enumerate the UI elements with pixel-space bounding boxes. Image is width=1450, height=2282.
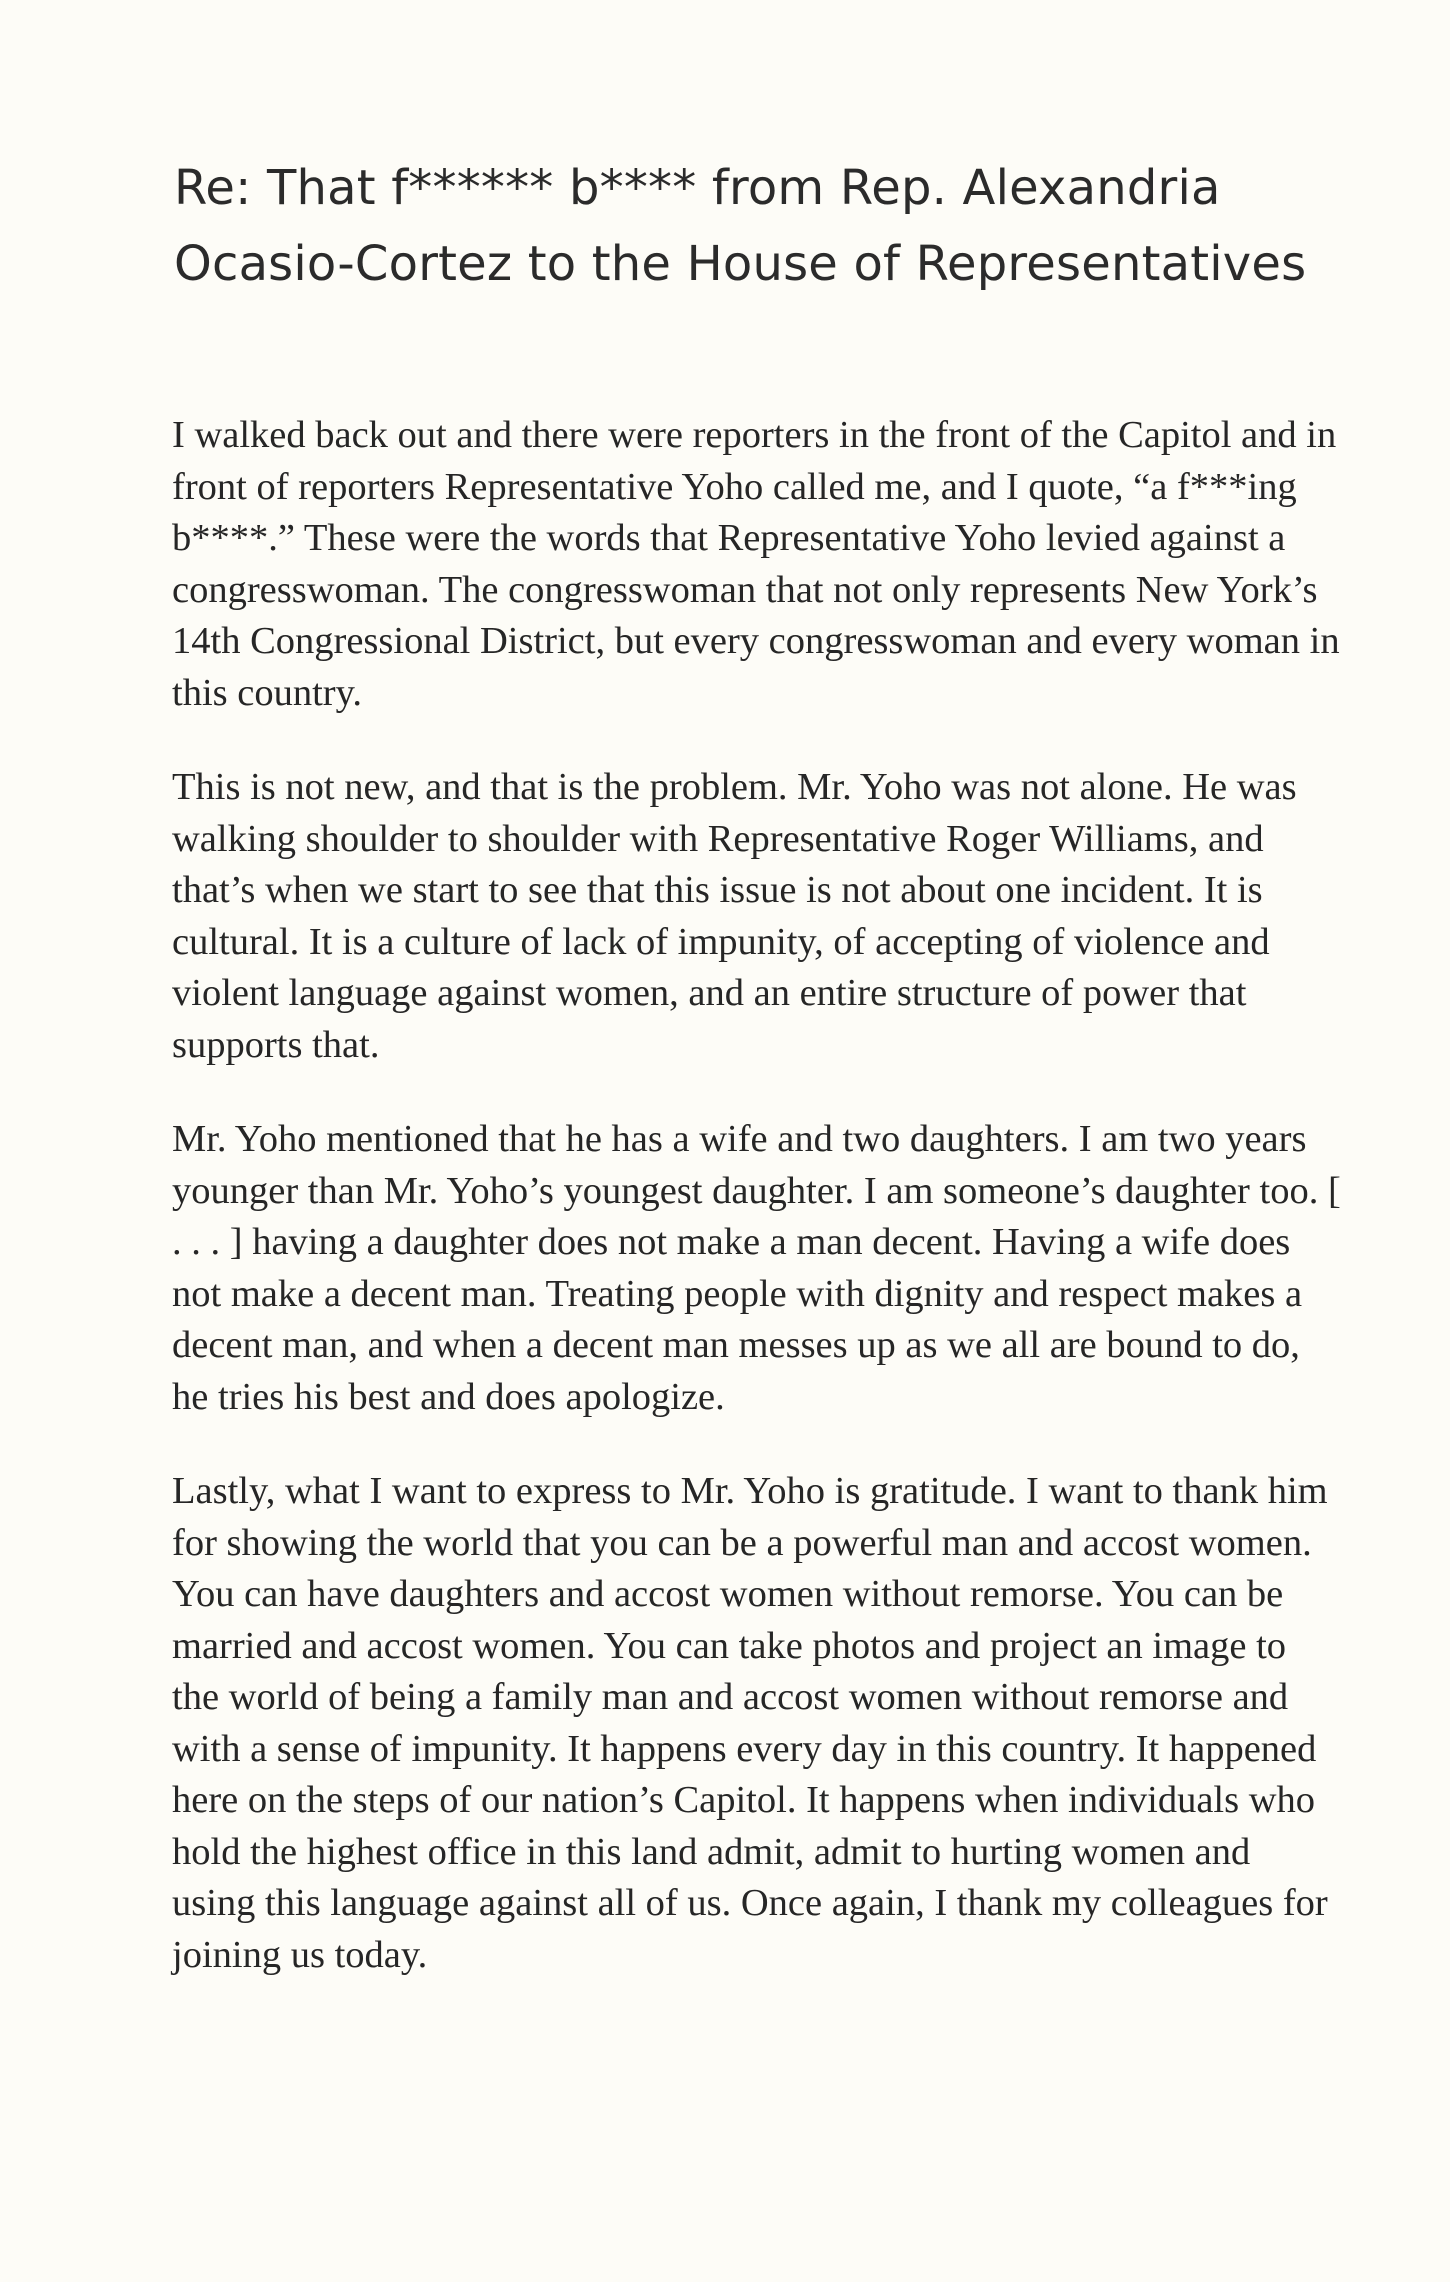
chapter-title bbox=[174, 150, 1374, 302]
paragraph-3: Mr. Yoho mentioned that he has a wife and two daughters. I am two years younger than Mr. Yoho’s youngest daughter. I am someone’s daughter too. [ . . . ] having a daughter does not make a man decent. Having a wife does not make a decent man. Treating people with dignity and respect makes a decent man, and when a decent man messes up as we all are bound to do, he tries his best and does apologize. bbox=[172, 1118, 1341, 1418]
chapter-title-line-2: Ocasio-Cortez to the House of Representatives bbox=[174, 236, 1307, 292]
paragraph-2: This is not new, and that is the problem. Mr. Yoho was not alone. He was walking shoulder to shoulder with Representative Roger Williams, and that’s when we start to see that this issue is not about one incident. It is cultural. It is a culture of lack of impunity, of accepting of violence and violent language against women, and an entire structure of power that supports that. bbox=[172, 766, 1297, 1066]
chapter-title-line-1: Re: That f****** b**** from Rep. Alexandria bbox=[174, 160, 1221, 216]
paragraph-1: I walked back out and there were reporters in the front of the Capitol and in front of reporters Representative Yoho called me, and I quote, “a f***ing b****.” These were the words that Representative Yoho levied against a congresswoman. The congresswoman that not only represents New York’s 14th Congressional District, but every congresswoman and every woman in this country. bbox=[172, 414, 1340, 714]
body-text bbox=[172, 410, 1342, 2024]
paragraph-4: Lastly, what I want to express to Mr. Yoho is gratitude. I want to thank him for showing the world that you can be a powerful man and accost women. You can have daughters and accost women without remorse. You can be married and accost women. You can take photos and project an image to the world of being a family man and accost women without remorse and with a sense of impunity. It happens every day in this country. It happened here on the steps of our nation’s Capitol. It happens when individuals who hold the highest office in this land admit, admit to hurting women and using this language against all of us. Once again, I thank my colleagues for joining us today. bbox=[172, 1470, 1328, 1976]
